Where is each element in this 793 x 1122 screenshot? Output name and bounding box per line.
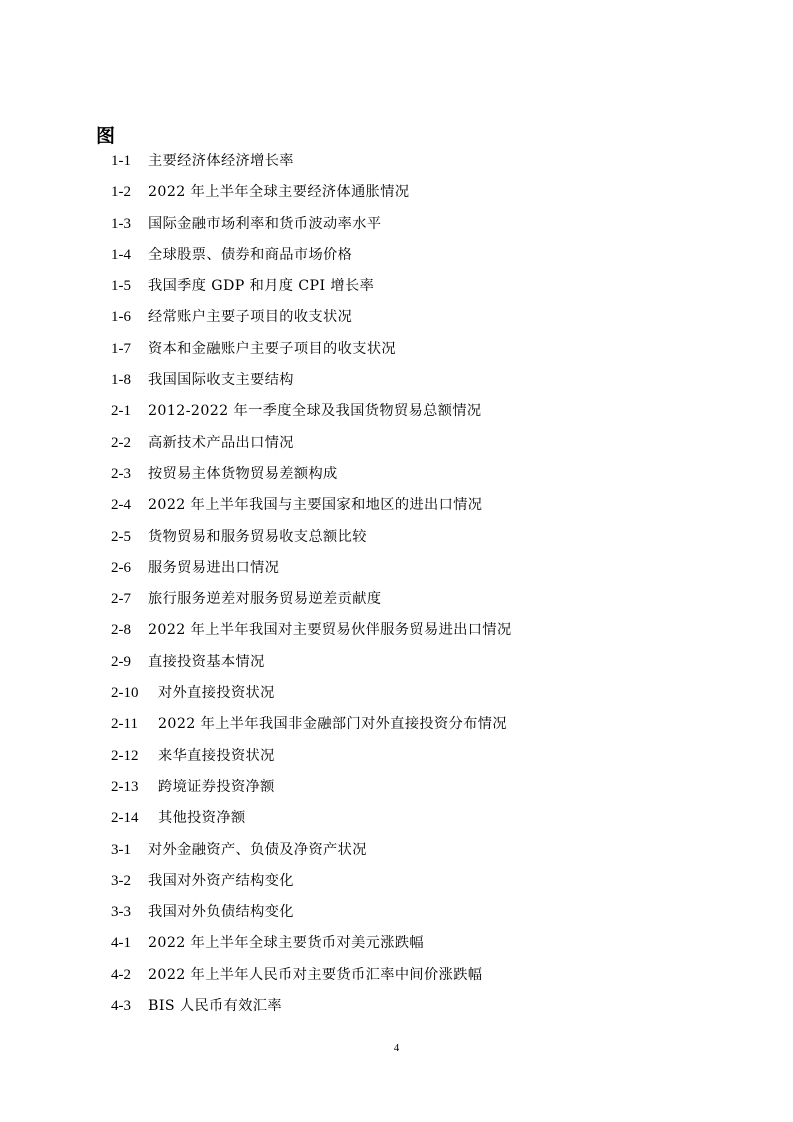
figure-number: 2-9	[111, 653, 131, 670]
figure-list-item	[111, 960, 512, 991]
figure-title: 对外直接投资状况	[158, 685, 275, 702]
figure-title: 资本和金融账户主要子项目的收支状况	[148, 340, 396, 357]
figure-number: 2-13	[111, 778, 139, 795]
figure-title: 2022 年上半年人民币对主要货币汇率中间价涨跌幅	[148, 966, 483, 983]
figure-title: 按贸易主体货物贸易差额构成	[148, 465, 338, 482]
figure-list-item	[111, 553, 512, 584]
figure-number: 2-6	[111, 559, 131, 576]
figure-list-item	[111, 396, 512, 427]
figure-list-item	[111, 928, 512, 959]
figure-number: 1-4	[111, 246, 131, 263]
figure-title: 货物贸易和服务贸易收支总额比较	[148, 528, 367, 545]
figure-list-item	[111, 334, 512, 365]
figure-title: 主要经济体经济增长率	[148, 153, 294, 169]
figure-list-item	[111, 803, 512, 834]
figure-number: 1-5	[111, 278, 131, 295]
figure-title: 2022 年上半年全球主要经济体通胀情况	[148, 184, 410, 201]
figure-list-item	[111, 835, 512, 866]
figure-list-item	[111, 866, 512, 897]
figure-title: 高新技术产品出口情况	[148, 434, 294, 451]
figure-number: 1-7	[111, 340, 131, 357]
figure-title: 全球股票、债券和商品市场价格	[148, 246, 353, 263]
figure-list-item	[111, 490, 512, 521]
figure-list-item	[111, 459, 512, 490]
figure-title: 对外金融资产、负债及净资产状况	[148, 841, 367, 858]
figure-title: 来华直接投资状况	[158, 747, 275, 764]
figure-number: 2-12	[111, 747, 139, 764]
figure-title: 我国对外资产结构变化	[148, 872, 294, 889]
figure-title: 2012-2022 年一季度全球及我国货物贸易总额情况	[148, 403, 482, 420]
figure-list-item	[111, 584, 512, 615]
figure-number: 4-1	[111, 935, 131, 952]
figure-number: 2-14	[111, 810, 139, 827]
figure-number: 2-8	[111, 622, 131, 639]
figure-number: 3-2	[111, 872, 131, 889]
figure-list-item	[111, 428, 512, 459]
figure-list	[111, 146, 512, 1022]
figure-title: 我国季度 GDP 和月度 CPI 增长率	[148, 278, 375, 295]
figure-number: 3-1	[111, 841, 131, 858]
figure-list-item	[111, 678, 512, 709]
figure-list-item	[111, 772, 512, 803]
figure-title: 2022 年上半年我国非金融部门对外直接投资分布情况	[158, 716, 507, 733]
figure-number: 2-7	[111, 591, 131, 608]
figure-title: 我国对外负债结构变化	[148, 904, 294, 921]
figure-list-item	[111, 302, 512, 333]
figure-number: 2-4	[111, 497, 131, 514]
figure-title: 服务贸易进出口情况	[148, 559, 280, 576]
figure-title: 国际金融市场利率和货币波动率水平	[148, 215, 382, 232]
figure-title: 其他投资净额	[158, 810, 246, 827]
figure-number: 2-1	[111, 403, 131, 420]
figure-list-item	[111, 647, 512, 678]
figure-number: 1-8	[111, 372, 131, 389]
figure-title: 经常账户主要子项目的收支状况	[148, 309, 353, 326]
figure-list-item	[111, 209, 512, 240]
figure-list-item	[111, 741, 512, 772]
figure-list-item	[111, 240, 512, 271]
figure-title: 直接投资基本情况	[148, 653, 265, 670]
figure-title: 2022 年上半年我国对主要贸易伙伴服务贸易进出口情况	[148, 622, 512, 639]
figure-number: 2-10	[111, 685, 139, 702]
figure-title: 旅行服务逆差对服务贸易逆差贡献度	[148, 591, 382, 608]
figure-number: 2-5	[111, 528, 131, 545]
page-heading: 图	[96, 125, 116, 147]
figure-number: 2-2	[111, 434, 131, 451]
figure-title: 我国国际收支主要结构	[148, 372, 294, 389]
figure-list-item	[111, 709, 512, 740]
figure-number: 1-3	[111, 215, 131, 232]
page-number: 4	[393, 1042, 400, 1054]
figure-list-item	[111, 522, 512, 553]
figure-number: 2-3	[111, 465, 131, 482]
figure-number: 2-11	[111, 716, 138, 733]
figure-list-item	[111, 615, 512, 646]
figure-list-item	[111, 365, 512, 396]
figure-list-item	[111, 146, 512, 177]
figure-list-item	[111, 991, 512, 1022]
figure-number: 4-2	[111, 966, 131, 983]
figure-title: 2022 年上半年全球主要货币对美元涨跌幅	[148, 935, 425, 952]
figure-number: 4-3	[111, 998, 131, 1015]
figure-list-item	[111, 177, 512, 208]
figure-list-item	[111, 897, 512, 928]
figure-number: 1-1	[111, 153, 131, 169]
figure-title: BIS 人民币有效汇率	[148, 998, 282, 1015]
figure-title: 跨境证券投资净额	[158, 778, 275, 795]
figure-number: 1-6	[111, 309, 131, 326]
figure-list-item	[111, 271, 512, 302]
figure-number: 3-3	[111, 904, 131, 921]
figure-title: 2022 年上半年我国与主要国家和地区的进出口情况	[148, 497, 483, 514]
figure-number: 1-2	[111, 184, 131, 201]
